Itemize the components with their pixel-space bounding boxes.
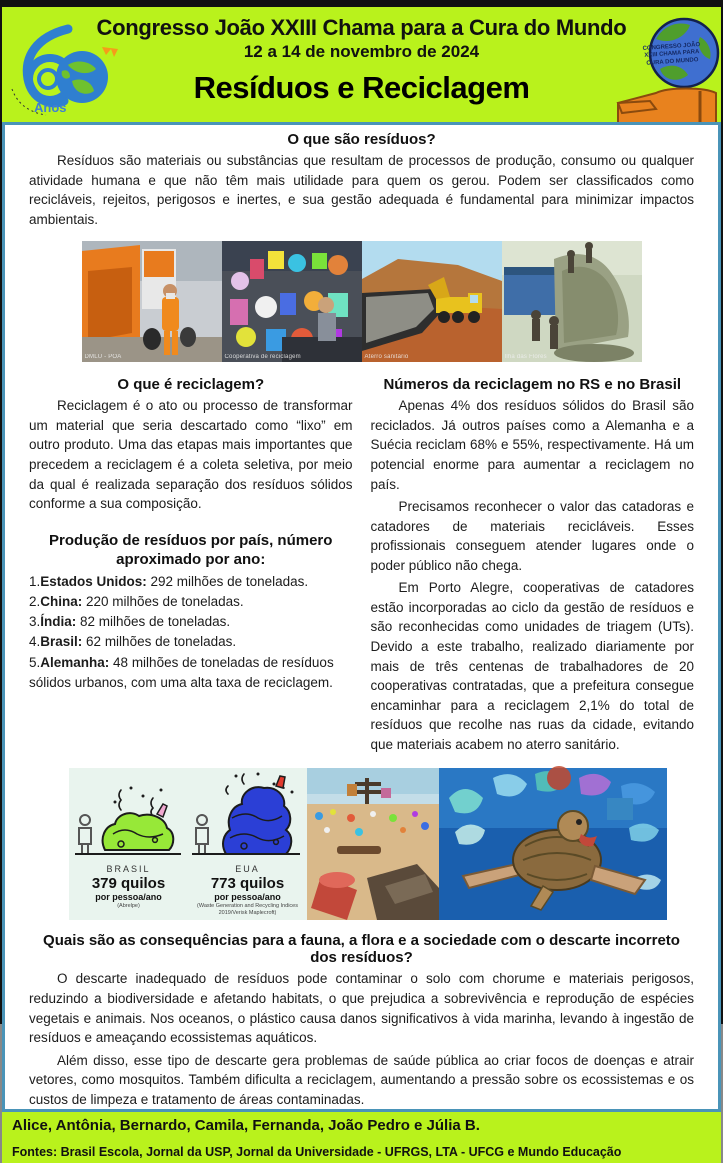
brasil-value: 379 quilos — [91, 875, 166, 893]
paragraph-recycling-numbers-3: Em Porto Alegre, cooperativas de catadores estão incorporadas ao ciclo da gestão de resíduos e são reconhecidas como unidades de triagem (UTs). Devido a este trabalho, realizado diariamente por mais de três centenas de trabalhadores de 20 cooperativas contratadas, que a prefeitura consegue encaminhar para a reciclagem 2,1% do total de resíduos que recolhe nas ruas da cidade, evitando que materiais acabem no aterro sanitário. — [370, 580, 694, 752]
paragraph-recycling-numbers-1: Apenas 4% dos resíduos sólidos do Brasil são reciclados. Já outros países como a Alemanha e a Suécia reciclam 68% e 55%, respectivamente. Há um potencial enorme para aumentar a reciclagem no país. — [370, 398, 694, 492]
waste-pickers-image — [502, 241, 642, 362]
item-number: 3. — [29, 614, 41, 630]
photo-landfill-truck — [362, 241, 502, 362]
authors-line: Alice, Antônia, Bernardo, Camila, Fernanda, João Pedro e Júlia B. — [12, 1117, 480, 1135]
photo-caption: Aterro sanitário — [364, 354, 409, 361]
congress-title: Congresso João XXIII Chama para a Cura do Mundo — [96, 15, 627, 40]
paragraph-what-is-recycling: Reciclagem é o ato ou processo de transformar um material que seria descartado como “lixo” em outro produto. Uma das etapas mais importantes que precedem a reciclagem é a coleta seletiva, por meio da qual é realizada separação dos resíduos sólidos conforme a sua composição. — [29, 398, 353, 512]
landfill-dump-truck-image — [362, 241, 502, 362]
consequences-section — [29, 932, 694, 1109]
heading-production-line1: Produção de resíduos por país, número — [49, 531, 333, 549]
item-country: China: — [40, 593, 83, 609]
item-text: 62 milhões de toneladas. — [82, 634, 237, 650]
item-text: 48 milhões de toneladas de resíduos sólidos urbanos, com uma alta taxa de reciclagem. — [29, 654, 334, 690]
header-titles — [97, 7, 627, 106]
list-item — [29, 653, 353, 694]
heading-recycling-numbers: Números da reciclagem no RS e no Brasil — [383, 376, 682, 394]
photo-littered-beach — [307, 768, 439, 920]
list-item — [29, 592, 353, 612]
item-country: Alemanha: — [40, 654, 110, 670]
header — [2, 7, 721, 122]
heading-what-is-recycling: O que é reciclagem? — [117, 376, 265, 394]
photo-recycling-cooperative — [222, 241, 362, 362]
paragraph-consequences-2: Além disso, esse tipo de descarte gera problemas de saúde pública ao criar focos de doenças e atrair vetores, como mosquitos. Também dificulta a reciclagem, aumentando a pressão sobre os ecossistemas e os custos de limpeza e tratamento de áreas contaminadas. — [29, 1052, 694, 1107]
photo-sea-turtle-plastic — [439, 768, 667, 920]
item-number: 2. — [29, 593, 41, 609]
infographic-brasil — [69, 768, 188, 920]
item-text: 82 milhões de toneladas. — [76, 614, 231, 630]
list-item — [29, 612, 353, 632]
60-anos-logo — [6, 19, 116, 119]
media-strip — [69, 768, 667, 920]
poster-body — [2, 122, 721, 1109]
footer — [2, 1109, 721, 1163]
right-column — [371, 376, 695, 754]
left-column — [29, 376, 353, 754]
item-number: 4. — [29, 634, 41, 650]
item-country: Brasil: — [40, 634, 83, 650]
brasil-source: (Abrelpe) — [117, 903, 140, 910]
poster-title: Resíduos e Reciclagem — [193, 70, 530, 105]
garbage-truck-image — [82, 241, 222, 362]
brasil-waste-pile-icon — [69, 768, 188, 864]
photo-garbage-truck — [82, 241, 222, 362]
photo-caption: DMLU - POA — [84, 354, 122, 361]
eua-waste-pile-icon — [188, 768, 307, 864]
brasil-label: BRASIL — [106, 864, 151, 875]
item-number: 5. — [29, 654, 41, 670]
photo-caption: Cooperativa de reciclagem — [224, 354, 301, 361]
logo-anos-label: Anos — [34, 100, 67, 115]
eua-unit: por pessoa/ano — [214, 892, 281, 903]
list-item — [29, 572, 353, 592]
cooperative-sorting-image — [222, 241, 362, 362]
heading-what-are-residues: O que são resíduos? — [287, 131, 436, 148]
paragraph-consequences-1: O descarte inadequado de resíduos pode contaminar o solo com chorume e materiais perigosos, reduzindo a biodiversidade e afetando habitats, o que prejudica a sobrevivência e reprodução de espécies vegetais e animais. Nos oceanos, o plástico causa danos significativos à vida marinha, levando à ingestão de resíduos e ameaçando ecossistemas aquáticos. — [29, 971, 694, 1046]
waste-per-person-infographic — [69, 768, 307, 920]
photo-strip — [82, 241, 642, 362]
paragraph-recycling-numbers-2: Precisamos reconhecer o valor das catadoras e catadores de materiais recicláveis. Esses profissionais conseguem atender lugares onde o poder público não chega. — [370, 499, 694, 573]
item-text: 292 milhões de toneladas. — [146, 573, 309, 589]
production-list — [29, 572, 353, 694]
eua-label: EUA — [235, 864, 260, 875]
eua-value: 773 quilos — [210, 875, 285, 893]
eua-source: (Waste Generation and Recycling Indices 2019/Verisk Maplecroft) — [197, 903, 298, 916]
item-number: 1. — [29, 573, 41, 589]
globe-logo-text: CONGRESSO JOÃO XXIII CHAMA PARA CURA DO MUNDO — [642, 41, 701, 67]
photo-landfill-pickers — [502, 241, 642, 362]
infographic-eua — [188, 768, 307, 920]
brasil-unit: por pessoa/ano — [95, 892, 162, 903]
sea-turtle-image — [439, 768, 667, 920]
paragraph-what-are-residues: Resíduos são materiais ou substâncias que resultam de processos de produção, consumo ou qualquer atividade humana e que não têm mais utilidade para quem os gerou. Podem ser classificados como recicláveis, rejeitos, perigosos e inertes, e sua gestão adequada é fundamental para minimizar impactos ambientais. — [29, 153, 694, 227]
heading-production-line2: aproximado por ano: — [116, 550, 266, 568]
littered-beach-image — [307, 768, 439, 920]
item-text: 220 milhões de toneladas. — [82, 593, 244, 609]
congress-globe-logo — [616, 11, 721, 123]
congress-dates: 12 a 14 de novembro de 2024 — [243, 42, 480, 61]
heading-consequences: Quais são as consequências para a fauna, a flora e a sociedade com o descarte incorreto dos resíduos? — [43, 932, 680, 967]
photo-caption: Ilha das Flores — [504, 354, 547, 361]
item-country: Estados Unidos: — [40, 573, 147, 589]
list-item — [29, 632, 353, 652]
two-column-section — [29, 376, 694, 754]
sources-line: Fontes: Brasil Escola, Jornal da USP, Jornal da Universidade - UFRGS, LTA - UFCG e Mundo Educação — [12, 1145, 622, 1160]
item-country: Índia: — [40, 614, 77, 630]
